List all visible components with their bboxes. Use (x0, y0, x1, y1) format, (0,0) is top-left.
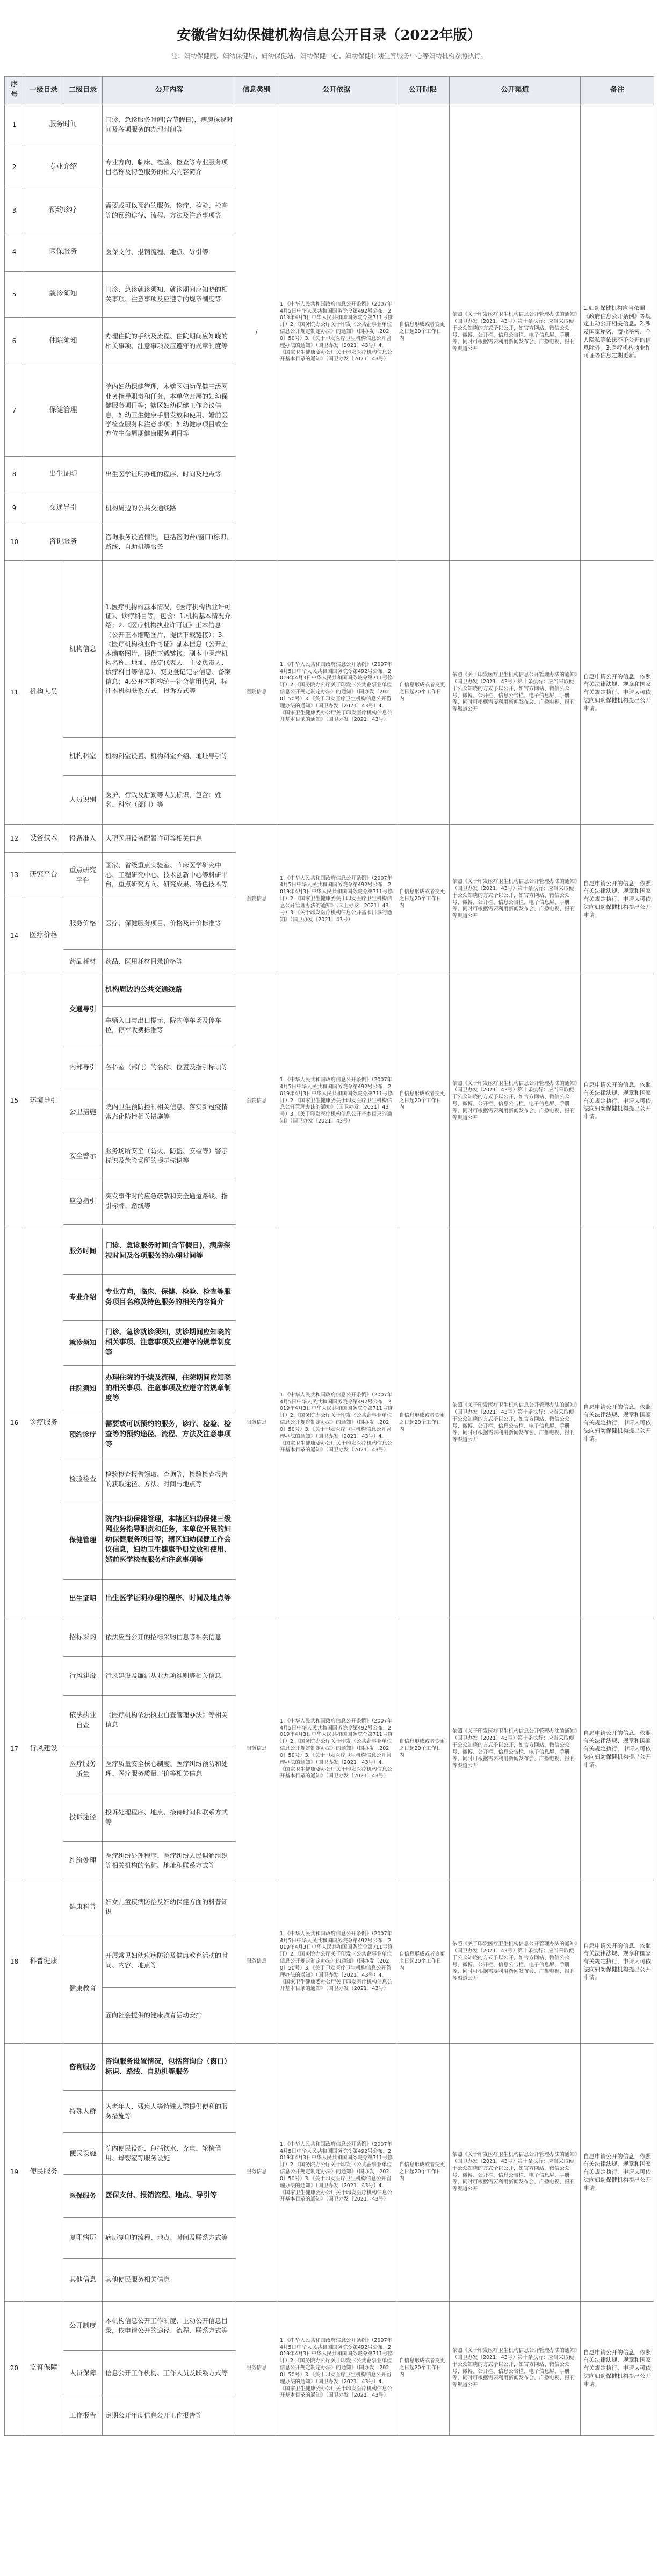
row-level2: 专业介绍 (63, 1275, 103, 1321)
row-level1: 诊疗服务 (24, 1228, 63, 1618)
row-content: 咨询服务设置情况，包括咨询台(窗口)标识、路线、自助机等服务 (103, 524, 236, 561)
row-content: 需要或可以预约的服务，诊疗、检验、检查等的预约途径、流程、方法及注意事项等 (103, 1412, 236, 1458)
row-level2: 就诊须知 (63, 1321, 103, 1366)
row-content: 突发事件时的应急疏散和安全通道路线、指引标牌、路线等 (103, 1178, 236, 1225)
row-no: 8 (5, 457, 24, 493)
row-no: 18 (5, 1880, 24, 2044)
row-level1: 科普健康 (24, 1880, 63, 2044)
header-level1: 一级目录 (24, 77, 63, 104)
row-level1: 设备技术 (24, 825, 63, 853)
row-content: 本机构信息公开工作制度、主动公开信息目录，依申请公开的途径、流程、联系方式等 (103, 2302, 236, 2351)
row-time-limit: 自信息形成或者变更之日起20个工作日内 (396, 825, 450, 974)
row-content: 出生医学证明办理的程序、时间及地点等 (103, 1580, 236, 1618)
row-level2: 检验检查 (63, 1458, 103, 1501)
row-content: 车辆入口与出口提示，院内停车场及停车位，停车收费标准等 (103, 1007, 236, 1045)
row-level1: 便民服务 (24, 2044, 63, 2302)
row-level2: 便民设施 (63, 2133, 103, 2175)
row-level1: 就诊须知 (24, 272, 103, 318)
row-no: 1 (5, 104, 24, 146)
row-content: 依法应当公开的招标采购信息等相关信息 (103, 1618, 236, 1657)
header-level2: 二级目录 (63, 77, 103, 104)
row-content: 面向社会提供的健康教育活动安排 (103, 1988, 236, 2044)
row-no: 9 (5, 493, 24, 524)
row-content: 咨询服务设置情况，包括咨询台（窗口）标识、路线、自助机等服务 (103, 2044, 236, 2091)
row-content: 大型医用设备配置许可等相关信息 (103, 825, 236, 853)
row-info-type: / (236, 104, 277, 561)
document-note: 注：妇幼保健院、妇幼保健所、妇幼保健站、妇幼保健中心、妇幼保健计划生育服务中心等妇幼机构参照执行。 (171, 52, 487, 60)
document-title: 安徽省妇幼保健机构信息公开目录（2022年版） (177, 27, 481, 44)
row-info-type: 医院信息 (236, 974, 277, 1228)
row-content: 机构周边的公共交通线路 (103, 493, 236, 524)
row-channel: 依照《关于印发医疗卫生机构信息公开管理办法的通知》（国卫办发〔2021〕43号）第十条执行：应当采取便于公众知晓的方式予以公开，如官方网站、微信公众号、微博、公开栏、信息公告栏、电子信息屏、手册等，同时可根据需要利用新闻发布会、广播电视、报刊等渠道公开 (450, 1228, 581, 1618)
row-time-limit: 自信息形成或者变更之日起20个工作日内 (396, 2044, 450, 2302)
row-no: 19 (5, 2044, 24, 2302)
row-level2: 公开制度 (63, 2302, 103, 2351)
row-content: 医保支付、报销流程、地点、导引等 (103, 233, 236, 272)
row-remark: 自愿申请公开的信息，依照有关法律法规、规章和国家有关规定执行，申请人可依法向妇幼保健机构提出公开申请。 (581, 825, 654, 974)
row-content: 服务场所安全（防火、防盗、安检等）警示标识及危险场所的提示标识等 (103, 1134, 236, 1178)
row-time-limit: 自信息形成或者变更之日起20个工作日内 (396, 2302, 450, 2436)
header-time-limit: 公开时限 (396, 77, 450, 104)
row-info-type: 服务信息 (236, 1880, 277, 2044)
row-level1: 医保服务 (24, 233, 103, 272)
row-level2: 人员识别 (63, 776, 103, 825)
row-level1: 咨询服务 (24, 524, 103, 561)
row-channel: 依照《关于印发医疗卫生机构信息公开管理办法的通知》（国卫办发〔2021〕43号）第十条执行：应当采取便于公众知晓的方式予以公开，如官方网站、微信公众号、微博、公开栏、信息公告栏、电子信息屏、手册等，同时可根据需要利用新闻发布会、广播电视、报刊等渠道公开 (450, 1618, 581, 1880)
row-content: 国家、省级重点实验室、临床医学研究中心、工程研究中心、技术创新中心等科研平台，重点研究方向、研究成果、特色技术等 (103, 853, 236, 898)
row-level2: 服务价格 (63, 898, 103, 950)
row-no: 7 (5, 365, 24, 457)
row-level1: 服务时间 (24, 104, 103, 146)
row-level2: 医保服务 (63, 2175, 103, 2218)
row-content: 为老年人、残疾人等特殊人群提供便利的服务措施等 (103, 2091, 236, 2133)
row-content: 投诉处理程序、地点、接待时间和联系方式等 (103, 1793, 236, 1842)
row-info-type: 服务信息 (236, 1228, 277, 1618)
row-content: 门诊、急诊就诊须知，就诊期间应知晓的相关事项、注意事项及应遵守的规章制度等 (103, 1321, 236, 1366)
row-content: 专业方向，临床、保健、检验、检查等服务项目名称及特色服务的相关内容简介 (103, 1275, 236, 1321)
row-remark: 自愿申请公开的信息，依照有关法律法规、规章和国家有关规定执行，申请人可依法向妇幼保健机构提出公开申请。 (581, 1880, 654, 2044)
row-level1: 出生证明 (24, 457, 103, 493)
catalog-table (4, 76, 654, 2436)
row-level1: 住院须知 (24, 318, 103, 365)
row-channel: 依照《关于印发医疗卫生机构信息公开管理办法的通知》（国卫办发〔2021〕43号）第十条执行：应当采取便于公众知晓的方式予以公开，如官方网站、微信公众号、微博、公开栏、信息公告栏、电子信息屏、手册等，同时可根据需要利用新闻发布会、广播电视、报刊等渠道公开 (450, 561, 581, 825)
row-basis: 1.《中华人民共和国政府信息公开条例》（2007年4月5日中华人民共和国国务院令第492号公布，2019年4月3日中华人民共和国国务院令第711号修订）2.《国务院办公厅关于印发〈公共企事业单位信息公开规定制定办法〉的通知》（国办发〔2020〕50号）3.《关于印发医疗卫生机构信息公开管理办法的通知》（国卫办发〔2021〕43号）4.《国家卫生健康委办公厅关于印发医疗机构信息公开基本目录的通知》（国卫办发〔2021〕43号） (277, 1618, 396, 1880)
row-basis: 1.《中华人民共和国政府信息公开条例》（2007年4月5日中华人民共和国国务院令第492号公布，2019年4月3日中华人民共和国国务院令第711号修订）2.《国务院办公厅关于印发〈公共企事业单位信息公开规定制定办法〉的通知》（国办发〔2020〕50号）3.《关于印发医疗卫生机构信息公开管理办法的通知》（国卫办发〔2021〕43号）4.《国家卫生健康委办公厅关于印发医疗机构信息公开基本目录的通知》（国卫办发〔2021〕43号） (277, 1228, 396, 1618)
table-row (5, 1228, 654, 1275)
row-time-limit: 自信息形成或者变更之日起20个工作日内 (396, 561, 450, 825)
row-remark: 自愿申请公开的信息，依照有关法律法规、规章和国家有关规定执行，申请人可依法向妇幼保健机构提出公开申请。 (581, 2302, 654, 2436)
row-level2: 安全警示 (63, 1134, 103, 1178)
row-no: 5 (5, 272, 24, 318)
header-remark: 备注 (581, 77, 654, 104)
row-level1: 预约诊疗 (24, 189, 103, 233)
row-level1: 交通导引 (24, 493, 103, 524)
table-row (5, 561, 654, 738)
row-time-limit: 自信息形成或者变更之日起20个工作日内 (396, 974, 450, 1228)
row-basis: 1.《中华人民共和国政府信息公开条例》（2007年4月5日中华人民共和国国务院令第492号公布，2019年4月3日中华人民共和国国务院令第711号修订）2.《国家卫生健康委关于印发医疗卫生机构信息公开管理办法的通知》（国卫办发〔2021〕43号）3.《关于印发医疗机构信息公开基本目录的通知》（国卫办发〔2021〕43号） (277, 974, 396, 1228)
row-level2: 机构科室 (63, 738, 103, 776)
row-basis: 1.《中华人民共和国政府信息公开条例》（2007年4月5日中华人民共和国国务院令第492号公布，2019年4月3日中华人民共和国国务院令第711号修订）2.《国务院办公厅关于印发〈公共企事业单位信息公开规定制定办法〉的通知》（国办发〔2020〕50号）3.《关于印发医疗卫生机构信息公开管理办法的通知》（国卫办发〔2021〕43号）4.《国家卫生健康委办公厅关于印发医疗机构信息公开基本目录的通知》（国卫办发〔2021〕43号） (277, 1880, 396, 2044)
row-level1: 保健管理 (24, 365, 103, 457)
row-info-type: 服务信息 (236, 2302, 277, 2436)
row-content: 院内妇幼保健管理，本辖区妇幼保健三级网业务指导职责和任务，本单位开展的妇幼保健服务项目等；辖区妇幼保健工作会议信息，妇幼卫生健康手册发放和使用、婚前医学检查服务和注意事项；妇幼健康项目或全方位生命周期健康服务项目等 (103, 365, 236, 457)
row-content: 行风建设及廉洁从业九项准则等相关信息 (103, 1657, 236, 1696)
row-level1: 环境导引 (24, 974, 63, 1228)
row-no: 12 (5, 825, 24, 853)
row-level2: 公卫措施 (63, 1090, 103, 1134)
row-level1: 监督保障 (24, 2302, 63, 2436)
row-level2: 医疗服务质量 (63, 1745, 103, 1793)
row-content: 办理住院的手续及流程、住院期间应知晓的相关事项、注意事项及应遵守的规章制度等 (103, 318, 236, 365)
row-no: 17 (5, 1618, 24, 1880)
row-level2: 工作报告 (63, 2396, 103, 2436)
row-remark: 自愿申请公开的信息，依照有关法律法规、规章和国家有关规定执行，申请人可依法向妇幼保健机构提出公开申请。 (581, 1228, 654, 1618)
row-no: 16 (5, 1228, 24, 1618)
row-content: 医疗质量安全核心制度、医疗纠纷预防和处理、医疗服务质量评价等相关信息 (103, 1745, 236, 1793)
row-content: 药品、医用耗材目录价格等 (103, 950, 236, 974)
row-level1: 研究平台 (24, 853, 63, 898)
row-level2: 依法执业自查 (63, 1696, 103, 1745)
row-content: 医疗纠纷处理程序、医疗纠纷人民调解组织等相关机构的名称、地址和联系方式等 (103, 1842, 236, 1880)
table-row (5, 1880, 654, 1934)
row-basis: 1.《中华人民共和国政府信息公开条例》（2007年4月5日中华人民共和国国务院令第492号公布，2019年4月3日中华人民共和国国务院令第711号修订）2.《国务院办公厅关于印发〈公共企事业单位信息公开规定制定办法〉的通知》（国办发〔2020〕50号）3.《关于印发医疗卫生机构信息公开管理办法的通知》（国卫办发〔2021〕43号）4.《国家卫生健康委办公厅关于印发医疗机构信息公开基本目录的通知》（国卫办发〔2021〕43号） (277, 561, 396, 825)
row-content: 1.医疗机构的基本情况，《医疗机构执业许可证》、诊疗科目等，包含：1.机构基本情况介绍；2.《医疗机构执业许可证》正本信息（公开正本缩略图片，提供下载链接）；3.《医疗机构执业许可证》副本信息（公开副本缩略图片，提供下载链接；副本中医疗机构名称、地址、法定代表人、主要负责人、诊疗科目等信息）、变更登记记录信息、备案信息；4.公开本机构统一社会信用代码，标注本机构联系方式、投诉方式等 (103, 561, 236, 738)
row-no: 14 (5, 898, 24, 974)
row-remark: 自愿申请公开的信息，依照有关法律法规、规章和国家有关规定执行，申请人可依法向妇幼保健机构提出公开申请。 (581, 1618, 654, 1880)
row-content: 其他便民服务相关信息 (103, 2259, 236, 2302)
row-content: 医保支付、报销流程、地点、导引等 (103, 2175, 236, 2218)
row-level2: 设备准入 (63, 825, 103, 853)
row-time-limit: 自信息形成或者变更之日起20个工作日内 (396, 1228, 450, 1618)
row-level2: 行风建设 (63, 1657, 103, 1696)
row-time-limit: 自信息形成或者变更之日起20个工作日内 (396, 1880, 450, 2044)
row-level1: 专业介绍 (24, 146, 103, 189)
row-level2: 咨询服务 (63, 2044, 103, 2091)
row-time-limit: 自信息形成或者变更之日起20个工作日内 (396, 1618, 450, 1880)
header-content: 公开内容 (103, 77, 236, 104)
row-basis: 1.《中华人民共和国政府信息公开条例》（2007年4月5日中华人民共和国国务院令第492号公布，2019年4月3日中华人民共和国国务院令第711号修订）2.《国家卫生健康委关于印发医疗卫生机构信息公开管理办法的通知》（国卫办发〔2021〕43号）3.《关于印发医疗机构信息公开基本目录的通知》（国卫办发〔2021〕43号） (277, 825, 396, 974)
row-no: 4 (5, 233, 24, 272)
row-level2: 其他信息 (63, 2259, 103, 2302)
row-basis: 1.《中华人民共和国政府信息公开条例》（2007年4月5日中华人民共和国国务院令第492号公布，2019年4月3日中华人民共和国国务院令第711号修订）2.《国务院办公厅关于印发〈公共企事业单位信息公开规定制定办法〉的通知》（国办发〔2020〕50号）3.《关于印发医疗卫生机构信息公开管理办法的通知》（国卫办发〔2021〕43号）4.《国家卫生健康委办公厅关于印发医疗机构信息公开基本目录的通知》（国卫办发〔2021〕43号） (277, 2302, 396, 2436)
row-spacer (63, 1225, 236, 1228)
row-level2: 预约诊疗 (63, 1412, 103, 1458)
row-level2: 住院须知 (63, 1366, 103, 1412)
row-content: 门诊、急诊就诊须知、就诊期间应知晓的相关事项、注意事项及应遵守的规章制度等 (103, 272, 236, 318)
row-level2: 投诉途径 (63, 1793, 103, 1842)
table-row (5, 2302, 654, 2351)
row-remark: 自愿申请公开的信息，依照有关法律法规、规章和国家有关规定执行，申请人可依法向妇幼保健机构提出公开申请。 (581, 561, 654, 825)
row-content: 定期公开年度信息公开工作报告等 (103, 2396, 236, 2436)
row-level2: 重点研究平台 (63, 853, 103, 898)
row-content: 院内便民设施，包括饮水、充电、轮椅借用、母婴室等服务设施 (103, 2133, 236, 2175)
row-content: 《医疗机构依法执业自查管理办法》等相关信息 (103, 1696, 236, 1745)
row-level2: 纠纷处理 (63, 1842, 103, 1880)
row-no: 3 (5, 189, 24, 233)
row-channel: 依照《关于印发医疗卫生机构信息公开管理办法的通知》（国卫办发〔2021〕43号）第十条执行：应当采取便于公众知晓的方式予以公开，如官方网站、微信公众号、微博、公开栏、信息公告栏、电子信息屏、手册等，同时可根据需要利用新闻发布会、广播电视、报刊等渠道公开 (450, 2044, 581, 2302)
row-content: 门诊、急诊服务时间(含节假日)，病房探视时间及各项服务的办理时间等 (103, 1228, 236, 1275)
row-content: 门诊、急诊服务时间(含节假日)，病房探视时间及各项服务的办理时间等 (103, 104, 236, 146)
row-level1: 机构人员 (24, 561, 63, 825)
table-header-row (5, 77, 654, 104)
row-level2: 药品耗材 (63, 950, 103, 974)
row-content: 专业方向，临床、检验、检查等专业服务项目名称及特色服务的相关内容简介 (103, 146, 236, 189)
row-content: 各科室（部门）的名称、位置及指引标识等 (103, 1045, 236, 1090)
row-remark: 自愿申请公开的信息，依照有关法律法规、规章和国家有关规定执行，申请人可依法向妇幼保健机构提出公开申请。 (581, 2044, 654, 2302)
row-info-type: 医院信息 (236, 825, 277, 974)
row-level2: 内部导引 (63, 1045, 103, 1090)
row-content: 机构周边的公共交通线路 (103, 974, 236, 1007)
row-info-type: 服务信息 (236, 1618, 277, 1880)
row-content: 机构科室设置、机构科室介绍、地址导引等 (103, 738, 236, 776)
row-channel: 依照《关于印发医疗卫生机构信息公开管理办法的通知》（国卫办发〔2021〕43号）第十条执行：应当采取便于公众知晓的方式予以公开，如官方网站、微信公众号、微博、公开栏、信息公告栏、电子信息屏、手册等，同时可根据需要利用新闻发布会、广播电视、报刊等渠道公开 (450, 825, 581, 974)
row-remark: 自愿申请公开的信息，依照有关法律法规、规章和国家有关规定执行，申请人可依法向妇幼保健机构提出公开申请。 (581, 974, 654, 1228)
row-level2: 保健管理 (63, 1501, 103, 1580)
header-info-type: 信息类别 (236, 77, 277, 104)
header-channel: 公开渠道 (450, 77, 581, 104)
row-content: 病历复印的流程、地点、时间及联系方式等 (103, 2218, 236, 2259)
row-no: 13 (5, 853, 24, 898)
row-content: 院内卫生预防控制相关信息、落实新冠疫情常态化防控相关措施等 (103, 1090, 236, 1134)
row-level2: 机构信息 (63, 561, 103, 738)
row-level2: 服务时间 (63, 1228, 103, 1275)
row-content: 医疗、保健服务项目、价格及计价标准等 (103, 898, 236, 950)
row-content: 开展常见妇幼疾病防治及健康教育活动的时间、内容、地点等 (103, 1934, 236, 1988)
row-channel: 依照《关于印发医疗卫生机构信息公开管理办法的通知》（国卫办发〔2021〕43号）第十条执行：应当采取便于公众知晓的方式予以公开，如官方网站、微信公众号、微博、公开栏、信息公告栏、电子信息屏、手册等，同时可根据需要利用新闻发布会、广播电视、报刊等渠道公开 (450, 2302, 581, 2436)
row-no: 2 (5, 146, 24, 189)
row-content: 妇女儿童疾病防治及妇幼保健方面的科普知识 (103, 1880, 236, 1934)
row-channel: 依照《关于印发医疗卫生机构信息公开管理办法的通知》（国卫办发〔2021〕43号）第十条执行：应当采取便于公众知晓的方式予以公开，如官方网站、微信公众号、微博、公开栏、信息公告栏、电子信息屏、手册等，同时可根据需要利用新闻发布会、广播电视、报刊等渠道公开 (450, 104, 581, 561)
table-row (5, 1618, 654, 1657)
row-level2: 健康科普 (63, 1880, 103, 1934)
row-basis: 1.《中华人民共和国政府信息公开条例》（2007年4月5日中华人民共和国国务院令第492号公布，2019年4月3日中华人民共和国国务院令第711号修订）2.《国务院办公厅关于印发〈公共企事业单位信息公开规定制定办法〉的通知》（国办发〔2020〕50号）3.《关于印发医疗卫生机构信息公开管理办法的通知》（国卫办发〔2021〕43号）4.《国家卫生健康委办公厅关于印发医疗机构信息公开基本目录的通知》（国卫办发〔2021〕43号） (277, 104, 396, 561)
row-level2: 特殊人群 (63, 2091, 103, 2133)
row-channel: 依照《关于印发医疗卫生机构信息公开管理办法的通知》（国卫办发〔2021〕43号）第十条执行：应当采取便于公众知晓的方式予以公开，如官方网站、微信公众号、微博、公开栏、信息公告栏、电子信息屏、手册等，同时可根据需要利用新闻发布会、广播电视、报刊等渠道公开 (450, 1880, 581, 2044)
row-content: 办理住院的手续及流程，住院期间应知晓的相关事项、注意事项及应遵守的规章制度等 (103, 1366, 236, 1412)
row-level1: 医疗价格 (24, 898, 63, 974)
row-content: 医护、行政及后勤等人员标识，包含：姓名、科室（部门）等 (103, 776, 236, 825)
row-channel: 依照《关于印发医疗卫生机构信息公开管理办法的通知》（国卫办发〔2021〕43号）第十条执行：应当采取便于公众知晓的方式予以公开，如官方网站、微信公众号、微博、公开栏、信息公告栏、电子信息屏、手册等，同时可根据需要利用新闻发布会、广播电视、报刊等渠道公开 (450, 974, 581, 1228)
row-level2: 应急指引 (63, 1178, 103, 1225)
table-row (5, 825, 654, 853)
row-info-type: 服务信息 (236, 2044, 277, 2302)
row-content: 院内妇幼保健管理，本辖区妇幼保健三级网业务指导职责和任务，本单位开展的妇幼保健服务项目等；辖区妇幼保健工作会议信息，妇幼卫生健康手册发放和使用、婚前医学检查服务和注意事项等 (103, 1501, 236, 1580)
row-level2: 交通导引 (63, 974, 103, 1045)
row-no: 6 (5, 318, 24, 365)
row-level2: 人员保障 (63, 2351, 103, 2396)
row-level2: 复印病历 (63, 2218, 103, 2259)
row-content: 出生医学证明办理的程序、时间及地点等 (103, 457, 236, 493)
row-basis: 1.《中华人民共和国政府信息公开条例》（2007年4月5日中华人民共和国国务院令第492号公布，2019年4月3日中华人民共和国国务院令第711号修订）2.《国务院办公厅关于印发〈公共企事业单位信息公开规定制定办法〉的通知》（国办发〔2020〕50号）3.《关于印发医疗卫生机构信息公开管理办法的通知》（国卫办发〔2021〕43号）4.《国家卫生健康委办公厅关于印发医疗机构信息公开基本目录的通知》（国卫办发〔2021〕43号） (277, 2044, 396, 2302)
row-time-limit: 自信息形成或者变更之日起20个工作日内 (396, 104, 450, 561)
row-content: 检验检查报告领取、查询等，检验检查报告的获取途径、方法、时间与地点等 (103, 1458, 236, 1501)
row-remark: 1.妇幼保健机构应当依照《政府信息公开条例》等规定主动公开相关信息。2.涉及国家秘密、商业秘密、个人隐私等依法不予公开的信息除外。3.医疗机构执业许可证等信息定期更新。 (581, 104, 654, 561)
table-row (5, 2044, 654, 2091)
row-no: 15 (5, 974, 24, 1228)
header-basis: 公开依据 (277, 77, 396, 104)
row-content: 信息公开工作机构、工作人员及联系方式等 (103, 2351, 236, 2396)
row-level2: 出生证明 (63, 1580, 103, 1618)
row-no: 10 (5, 524, 24, 561)
row-no: 20 (5, 2302, 24, 2436)
table-row (5, 104, 654, 146)
row-content: 需要或可以预约的服务，诊疗、检验、检查等的预约途径、流程、方法及注意事项等 (103, 189, 236, 233)
row-level1: 行风建设 (24, 1618, 63, 1880)
row-level2: 健康教育 (63, 1934, 103, 2044)
row-level2: 招标采购 (63, 1618, 103, 1657)
header-no: 序号 (5, 77, 24, 104)
row-info-type: 医院信息 (236, 561, 277, 825)
row-no: 11 (5, 561, 24, 825)
table-row (5, 974, 654, 1007)
